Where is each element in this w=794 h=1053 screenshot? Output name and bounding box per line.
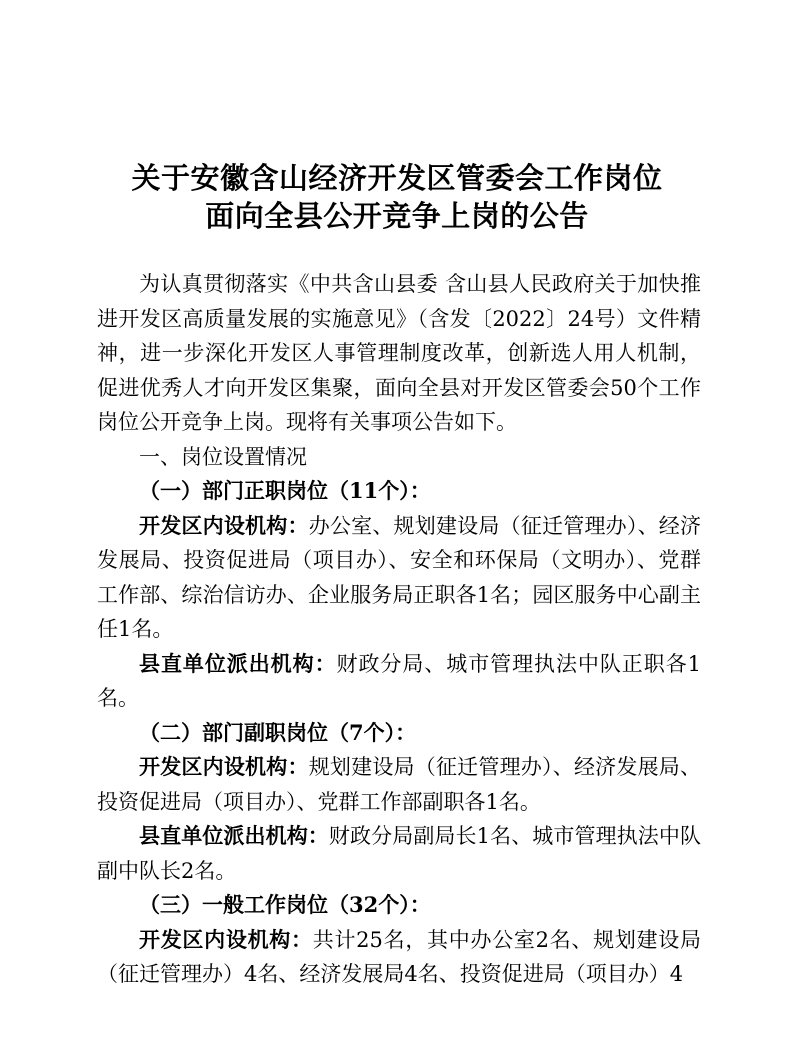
section-heading-positions: 一、岗位设置情况 — [139, 444, 307, 469]
paragraph-text: 共计25名，其中办公室2名、规划建设局（征迁管理办）4名、经济发展局4名、投资促进局（项目办）4 — [97, 927, 701, 986]
document-body — [97, 267, 701, 992]
paragraph-label: 县直单位派出机构： — [139, 650, 337, 676]
paragraph-label: 开发区内设机构： — [139, 926, 313, 952]
paragraph-label: 开发区内设机构： — [139, 512, 309, 538]
paragraph-label: 开发区内设机构： — [139, 754, 309, 779]
paragraph-internal-deputy — [97, 750, 701, 819]
paragraph-internal-general — [97, 923, 701, 992]
paragraph-text: 规划建设局（征迁管理办）、经济发展局、投资促进局（项目办）、党群工作部副职各1名。 — [97, 755, 702, 814]
paragraph-internal-chief — [97, 509, 701, 647]
document-title-line-1: 关于安徽含山经济开发区管委会工作岗位 — [131, 161, 663, 195]
subsection-heading-deputy-positions: （二）部门副职岗位（7个）： — [139, 719, 417, 745]
paragraph-text: 财政分局副局长1名、城市管理执法中队副中队长2名。 — [97, 824, 702, 883]
subsection-heading-chief-positions: （一）部门正职岗位（11个）： — [139, 478, 431, 503]
subsection-heading-general-positions: （三）一般工作岗位（32个）： — [139, 892, 431, 917]
paragraph-label: 县直单位派出机构： — [139, 823, 329, 848]
paragraph-dispatched-chief — [97, 647, 701, 716]
intro-paragraph: 为认真贯彻落实《中共含山县委 含山县人民政府关于加快推进开发区高质量发展的实施意见》（含发〔2022〕24号）文件精神，进一步深化开发区人事管理制度改革，创新选人用人机制，促进优秀人才向开发区集聚，面向全县对开发区管委会50个工作岗位公开竞争上岗。现将有关事项公告如下。 — [97, 272, 701, 434]
document-title-line-2: 面向全县公开竞争上岗的公告 — [205, 199, 589, 233]
paragraph-text: 财政分局、城市管理执法中队正职各1名。 — [97, 651, 702, 710]
paragraph-text: 办公室、规划建设局（征迁管理办）、经济发展局、投资促进局（项目办）、安全和环保局（文明办）、党群工作部、综治信访办、企业服务局正职各1名；园区服务中心副主任1名。 — [97, 513, 702, 641]
paragraph-dispatched-deputy — [97, 819, 701, 888]
